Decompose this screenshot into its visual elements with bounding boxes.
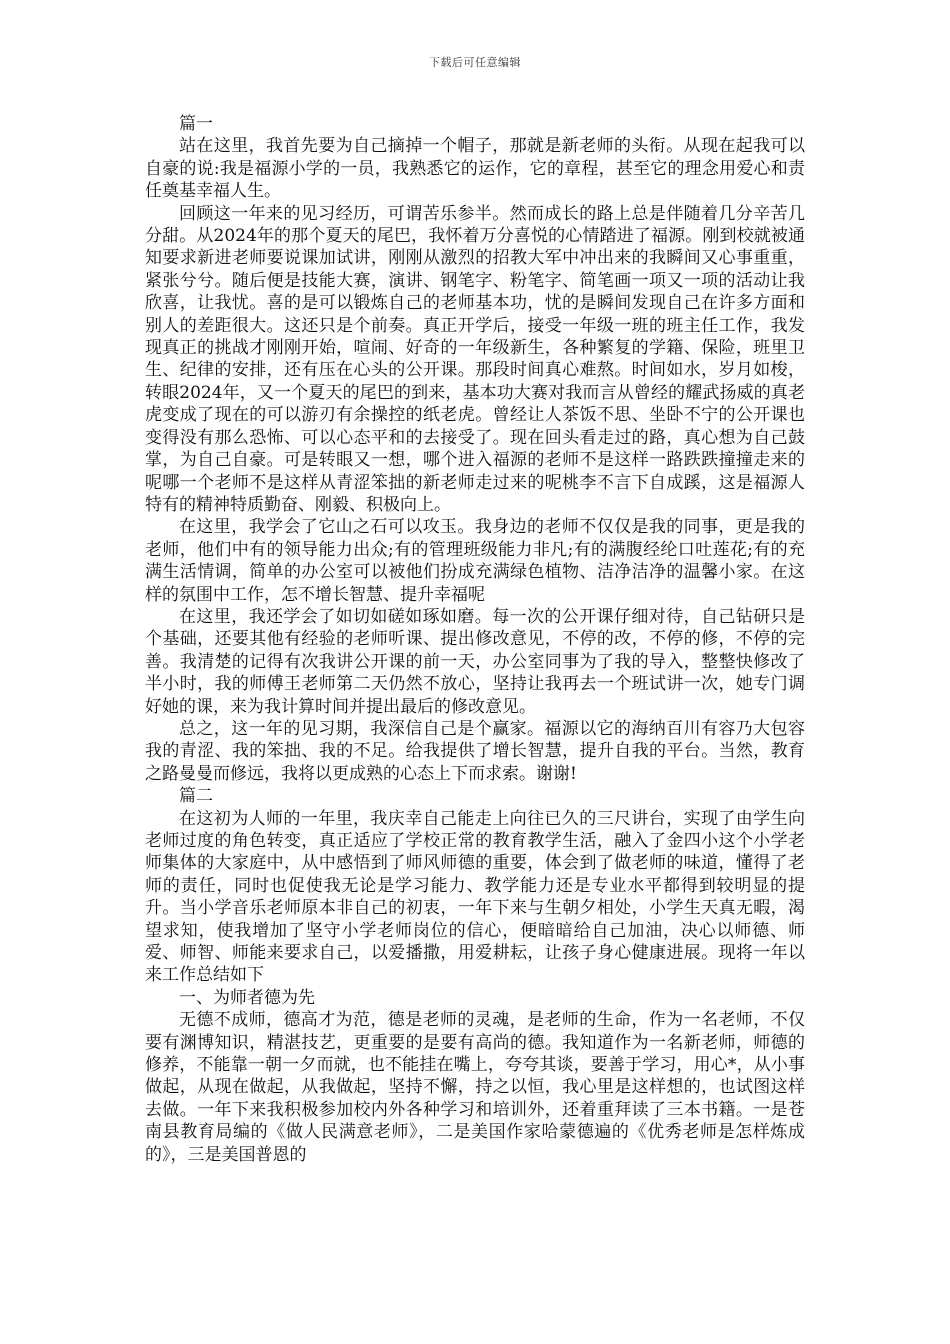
paragraph: 回顾这一年来的见习经历，可谓苦乐参半。然而成长的路上总是伴随着几分辛苦几分甜。从2024年的那个夏天的尾巴，我怀着万分喜悦的心情踏进了福源。刚到校就被通知要求新进老师要说课加试讲，刚刚从激烈的招教大军中冲出来的我瞬间又心事重重，紧张兮兮。随后便是技能大赛，演讲、钢笔字、粉笔字、简笔画一项又一项的活动让我欣喜，让我忧。喜的是可以锻炼自己的老师基本功，忧的是瞬间发现自己在许多方面和别人的差距很大。这还只是个前奏。真正开学后，接受一年级一班的班主任工作，我发现真正的挑战才刚刚开始，喧闹、好奇的一年级新生，各种繁复的学籍、保险，班里卫生、纪律的安排，还有压在心头的公开课。那段时间真心难熬。时间如水，岁月如梭，转眼2024年，又一个夏天的尾巴的到来，基本功大赛对我而言从曾经的耀武扬威的真老虎变成了现在的可以游刃有余操控的纸老虎。曾经让人茶饭不思、坐卧不宁的公开课也变得没有那么恐怖、可以心态平和的去接受了。现在回头看走过的路，真心想为自己鼓掌，为自己自豪。可是转眼又一想，哪个进入福源的老师不是这样一路跌跌撞撞走来的呢哪一个老师不是这样从青涩笨拙的新老师走过来的呢桃李不言下自成蹊，这是福源人特有的精神特质勤奋、刚毅、积极向上。	[145, 203, 805, 515]
section-title-2: 篇二	[179, 786, 213, 807]
paragraph: 在这里，我还学会了如切如磋如琢如磨。每一次的公开课仔细对待，自己钻研只是个基础，还要其他有经验的老师听课、提出修改意见，不停的改，不停的修，不停的完善。我清楚的记得有次我讲公开课的前一天，办公室同事为了我的导入，整整快修改了半小时，我的师傅王老师第二天仍然不放心，坚持让我再去一个班试讲一次，她专门调好她的课，来为我计算时间并提出最后的修改意见。	[145, 606, 805, 717]
document-body	[145, 113, 805, 1166]
subsection-title: 一、为师者德为先	[179, 987, 315, 1008]
paragraph: 站在这里，我首先要为自己摘掉一个帽子，那就是新老师的头衔。从现在起我可以自豪的说:我是福源小学的一员，我熟悉它的运作，它的章程，甚至它的理念用爱心和责任奠基幸福人生。	[145, 136, 805, 202]
paragraph: 总之，这一年的见习期，我深信自己是个赢家。福源以它的海纳百川有容乃大包容我的青涩、我的笨拙、我的不足。给我提供了增长智慧，提升自我的平台。当然，教育之路曼曼而修远，我将以更成熟的心态上下而求索。谢谢!	[145, 718, 805, 784]
paragraph: 在这里，我学会了它山之石可以攻玉。我身边的老师不仅仅是我的同事，更是我的老师，他们中有的领导能力出众;有的管理班级能力非凡;有的满腹经纶口吐莲花;有的充满生活情调，简单的办公室可以被他们扮成充满绿色植物、洁净洁净的温馨小家。在这样的氛围中工作，怎不增长智慧、提升幸福呢	[145, 517, 805, 605]
page-header: 下载后可任意编辑	[429, 56, 521, 69]
paragraph: 在这初为人师的一年里，我庆幸自己能走上向往已久的三尺讲台，实现了由学生向老师过度的角色转变，真正适应了学校正常的教育教学生活，融入了金四小这个小学老师集体的大家庭中，从中感悟到了师风师德的重要，体会到了做老师的味道，懂得了老师的责任，同时也促使我无论是学习能力、教学能力还是专业水平都得到较明显的提升。当小学音乐老师原本非自己的初衷，一年下来与生朝夕相处，小学生天真无暇，渴望求知，使我增加了坚守小学老师岗位的信心，便暗暗给自己加油，决心以师德、师爱、师智、师能来要求自己，以爱播撒，用爱耕耘，让孩子身心健康进展。现将一年以来工作总结如下	[145, 808, 805, 986]
section-title-1: 篇一	[179, 114, 213, 134]
paragraph: 无德不成师，德高才为范，德是老师的灵魂，是老师的生命，作为一名老师，不仅要有渊博知识，精湛技艺，更重要的是要有高尚的德。我知道作为一名新老师，师德的修养，不能靠一朝一夕而就，也不能挂在嘴上，夸夸其谈，要善于学习，用心*，从小事做起，从现在做起，从我做起，坚持不懈，持之以恒，我心里是这样想的，也试图这样去做。一年下来我积极参加校内外各种学习和培训外，还着重拜读了三本书籍。一是苍南县教育局编的《做人民满意老师》，二是美国作家哈蒙德遍的《优秀老师是怎样炼成的》，三是美国普恩的	[145, 1010, 805, 1165]
